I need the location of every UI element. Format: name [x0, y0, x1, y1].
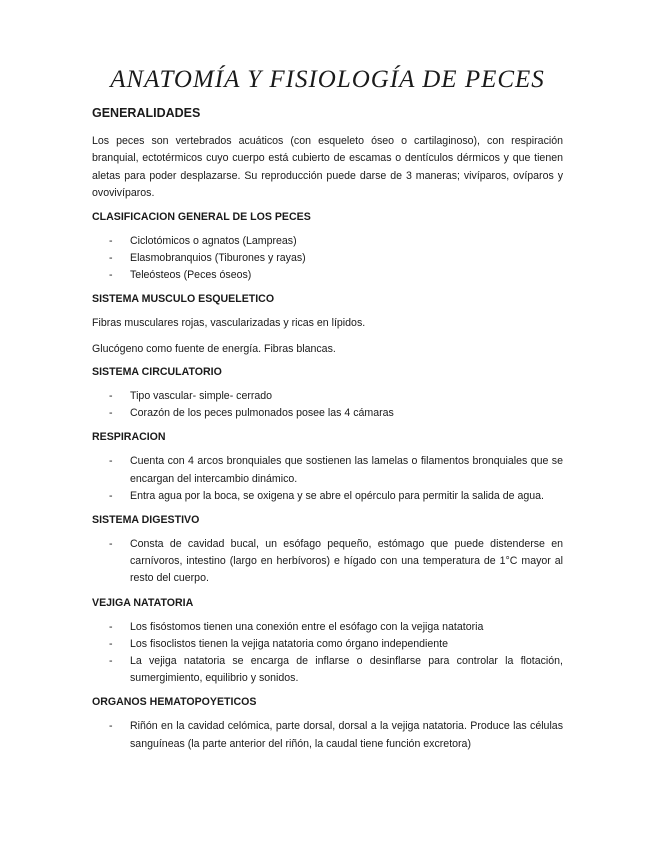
bullet-dash: - — [109, 269, 113, 282]
list-item: - Consta de cavidad bucal, un esófago pequeño, estómago que puede distenderse en carnívoros, intestino (largo en herbívoros) e hígado con una temperatura de 1°C mayor al resto del cuerpo. — [109, 538, 563, 585]
bullet-dash: - — [109, 720, 113, 733]
list-item: - Los fisoclistos tienen la vejiga natatoria como órgano independiente — [92, 636, 563, 653]
bullet-dash: - — [109, 637, 113, 650]
paragraph-musculo-2: Glucógeno como fuente de energía. Fibras blancas. — [92, 342, 336, 355]
bullet-dash: - — [109, 489, 113, 502]
list-item: - Cuenta con 4 arcos bronquiales que sostienen las lamelas o filamentos bronquiales que se encargan del intercambio dinámico. — [109, 455, 563, 485]
bullet-dash: - — [109, 251, 113, 264]
heading-circulatorio: SISTEMA CIRCULATORIO — [92, 366, 222, 379]
list-item: - Ciclotómicos o agnatos (Lampreas) — [92, 233, 563, 250]
paragraph-generalidades: Los peces son vertebrados acuáticos (con esqueleto óseo o cartilaginoso), con respiración branquial, ectotérmicos cuyo cuerpo está cubierto de escamas o dentículos dérmicos y que tienen aletas para poder desplazarse. Su reproducción puede darse de 3 maneras; vivíparos, ovíparos y ovovivíparos. — [92, 135, 563, 200]
heading-generalidades: GENERALIDADES — [92, 106, 201, 120]
list-item: - Elasmobranquios (Tiburones y rayas) — [92, 250, 563, 267]
heading-musculo: SISTEMA MUSCULO ESQUELETICO — [92, 293, 275, 306]
heading-vejiga: VEJIGA NATATORIA — [92, 596, 194, 609]
list-item: - Riñón en la cavidad celómica, parte dorsal, dorsal a la vejiga natatoria. Produce las células sanguíneas (la parte anterior del riñón, la caudal tiene función excretora) — [109, 720, 563, 750]
list-item: - La vejiga natatoria se encarga de inflarse o desinflarse para controlar la flotación, sumergimiento, equilibrio y sonidos. — [109, 655, 563, 685]
list-digestivo — [92, 536, 563, 588]
list-clasificacion — [92, 233, 563, 285]
list-item: - Entra agua por la boca, se oxigena y se abre el opérculo para permitir la salida de agua. — [92, 488, 563, 505]
heading-hematopoyeticos: ORGANOS HEMATOPOYETICOS — [92, 696, 257, 709]
document-page — [92, 66, 563, 762]
bullet-dash: - — [109, 655, 113, 668]
list-respiracion — [92, 453, 563, 505]
paragraph-musculo-1: Fibras musculares rojas, vascularizadas y ricas en lípidos. — [92, 317, 366, 330]
bullet-dash: - — [109, 620, 113, 633]
bullet-dash: - — [109, 538, 113, 551]
list-item: - Teleósteos (Peces óseos) — [92, 267, 563, 284]
document-title: ANATOMÍA Y FISIOLOGÍA DE PECES — [110, 66, 545, 93]
bullet-dash: - — [109, 234, 113, 247]
bullet-dash: - — [109, 407, 113, 420]
list-vejiga — [92, 619, 563, 688]
heading-clasificacion: CLASIFICACION GENERAL DE LOS PECES — [92, 210, 311, 223]
list-circulatorio — [92, 388, 563, 422]
list-item: - Corazón de los peces pulmonados posee las 4 cámaras — [92, 405, 563, 422]
heading-digestivo: SISTEMA DIGESTIVO — [92, 514, 200, 527]
list-item: - Tipo vascular- simple- cerrado — [92, 388, 563, 405]
list-item: - Los fisóstomos tienen una conexión entre el esófago con la vejiga natatoria — [92, 619, 563, 636]
heading-respiracion: RESPIRACION — [92, 431, 166, 444]
bullet-dash: - — [109, 455, 113, 468]
bullet-dash: - — [109, 390, 113, 403]
list-hematopoyeticos — [92, 718, 563, 752]
